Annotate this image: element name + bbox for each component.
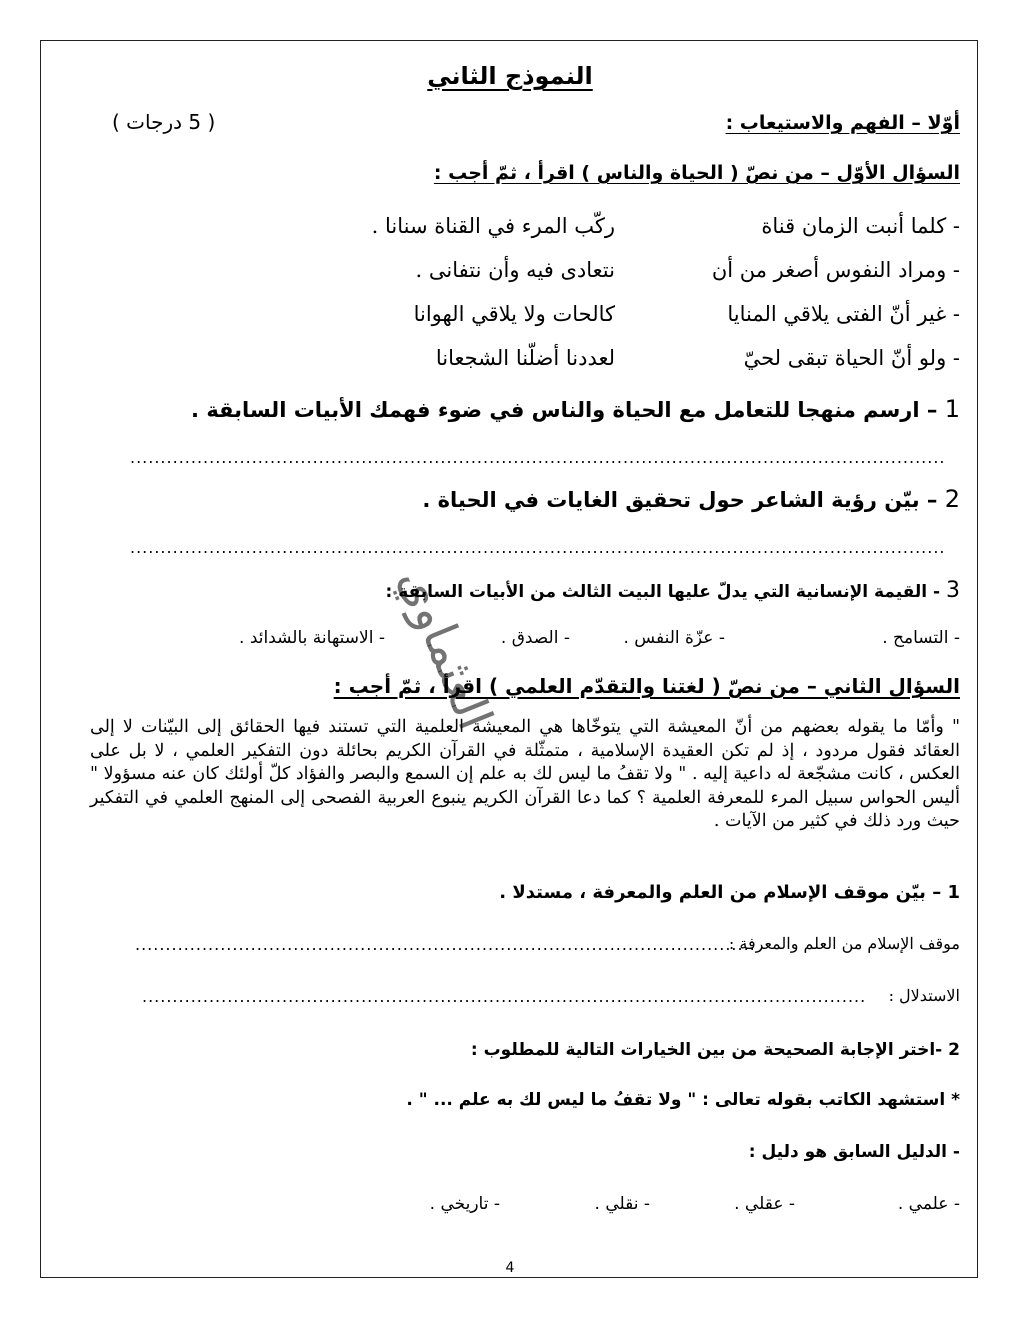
verse-4-right: - ولو أنّ الحياة تبقى لحيّ — [743, 346, 960, 370]
q2-passage: " وأمّا ما يقوله بعضهم من أنّ المعيشة التي يتوخّاها هي المعيشة العلمية التي تستند فيها الحقائق إلى البيّنات لا إلى العقائد فقول مردود ، إذ لم تكن العقيدة الإسلامية ، متمثّلة في القرآن الكريم بحائلة دون التفكير العلمي ، لا بل على العكس ، كانت مشجّعة له داعية إليه . " ولا تقفُ ما ليس لك به علم إن السمع والبصر والفؤاد كلّ أولئك كان عنه مسؤولا " أليس الحواس سبيل المرء للمعرفة العلمية ؟ كما دعا القرآن الكريم ينبوع العربية الفصحى إلى المنهج العلمي في التفكير حيث ورد ذلك في كثير من الآيات . — [90, 717, 960, 831]
q1-item-3: 3 - القيمة الإنسانية التي يدلّ عليها البيت الثالث من الأبيات السابقة : — [385, 578, 960, 603]
field-evidence-line[interactable]: ....................................................................................................................... — [142, 987, 867, 1006]
q1-option-1[interactable]: - التسامح . — [882, 628, 960, 648]
q2-item-1: 1 – بيّن موقف الإسلام من العلم والمعرفة ، مستدلا . — [499, 882, 960, 903]
q2-option-2[interactable]: - عقلي . — [734, 1194, 795, 1214]
q1-option-2[interactable]: - عزّة النفس . — [623, 628, 725, 648]
field-stance-label: موقف الإسلام من العلم والمعرفة : — [728, 934, 960, 953]
page-title: النموذج الثاني — [427, 62, 593, 90]
watermark: العثماوي — [388, 560, 504, 738]
verse-2-right: - ومراد النفوس أصغر من أن — [711, 258, 960, 282]
q2-item-2-question: - الدليل السابق هو دليل : — [748, 1142, 960, 1162]
q1-item-1: 1 – ارسم منهجا للتعامل مع الحياة والناس في ضوء فهمك الأبيات السابقة . — [191, 395, 960, 423]
q1-option-3[interactable]: - الصدق . — [500, 628, 570, 648]
q2-heading: السؤال الثاني – من نصّ ( لغتنا والتقدّم العلمي ) اقرأ ، ثمّ أجب : — [333, 674, 960, 698]
q2-item-2-sub: * استشهد الكاتب بقوله تعالى : " ولا تقفُ ما ليس لك به علم ... " . — [406, 1090, 960, 1110]
field-evidence-label: الاستدلال : — [888, 986, 960, 1005]
q1-option-4[interactable]: - الاستهانة بالشدائد . — [239, 628, 385, 648]
section-marks: ( 5 درجات ) — [112, 110, 216, 134]
field-stance-line[interactable]: ...................................................................................................... — [135, 935, 756, 954]
q2-item-2: 2 -اختر الإجابة الصحيحة من بين الخيارات التالية للمطلوب : — [470, 1040, 960, 1060]
verse-3-left: كالحات ولا يلاقي الهوانا — [413, 302, 615, 326]
q2-option-1[interactable]: - علمي . — [897, 1194, 960, 1214]
q2-option-4[interactable]: - تاريخي . — [429, 1194, 500, 1214]
verse-3-right: - غير أنّ الفتى يلاقي المنايا — [727, 302, 960, 326]
answer-line-2[interactable]: ...................................................................................................................................... — [130, 538, 946, 557]
verse-1-right: - كلما أنبت الزمان قناة — [761, 214, 960, 238]
verse-1-left: ركّب المرء في القناة سنانا . — [371, 214, 615, 238]
section-heading: أوّلا – الفهم والاستيعاب : — [725, 112, 960, 134]
answer-line-1[interactable]: ...................................................................................................................................... — [130, 448, 946, 467]
q2-option-3[interactable]: - نقلي . — [594, 1194, 650, 1214]
verse-4-left: لعددنا أضلّنا الشجعانا — [435, 346, 615, 370]
q1-heading: السؤال الأوّل – من نصّ ( الحياة والناس ) اقرأ ، ثمّ أجب : — [433, 162, 960, 184]
page-number: 4 — [505, 1260, 515, 1276]
verse-2-left: نتعادى فيه وأن نتفانى . — [415, 258, 615, 282]
q1-item-2: 2 – بيّن رؤية الشاعر حول تحقيق الغايات في الحياة . — [422, 485, 960, 513]
